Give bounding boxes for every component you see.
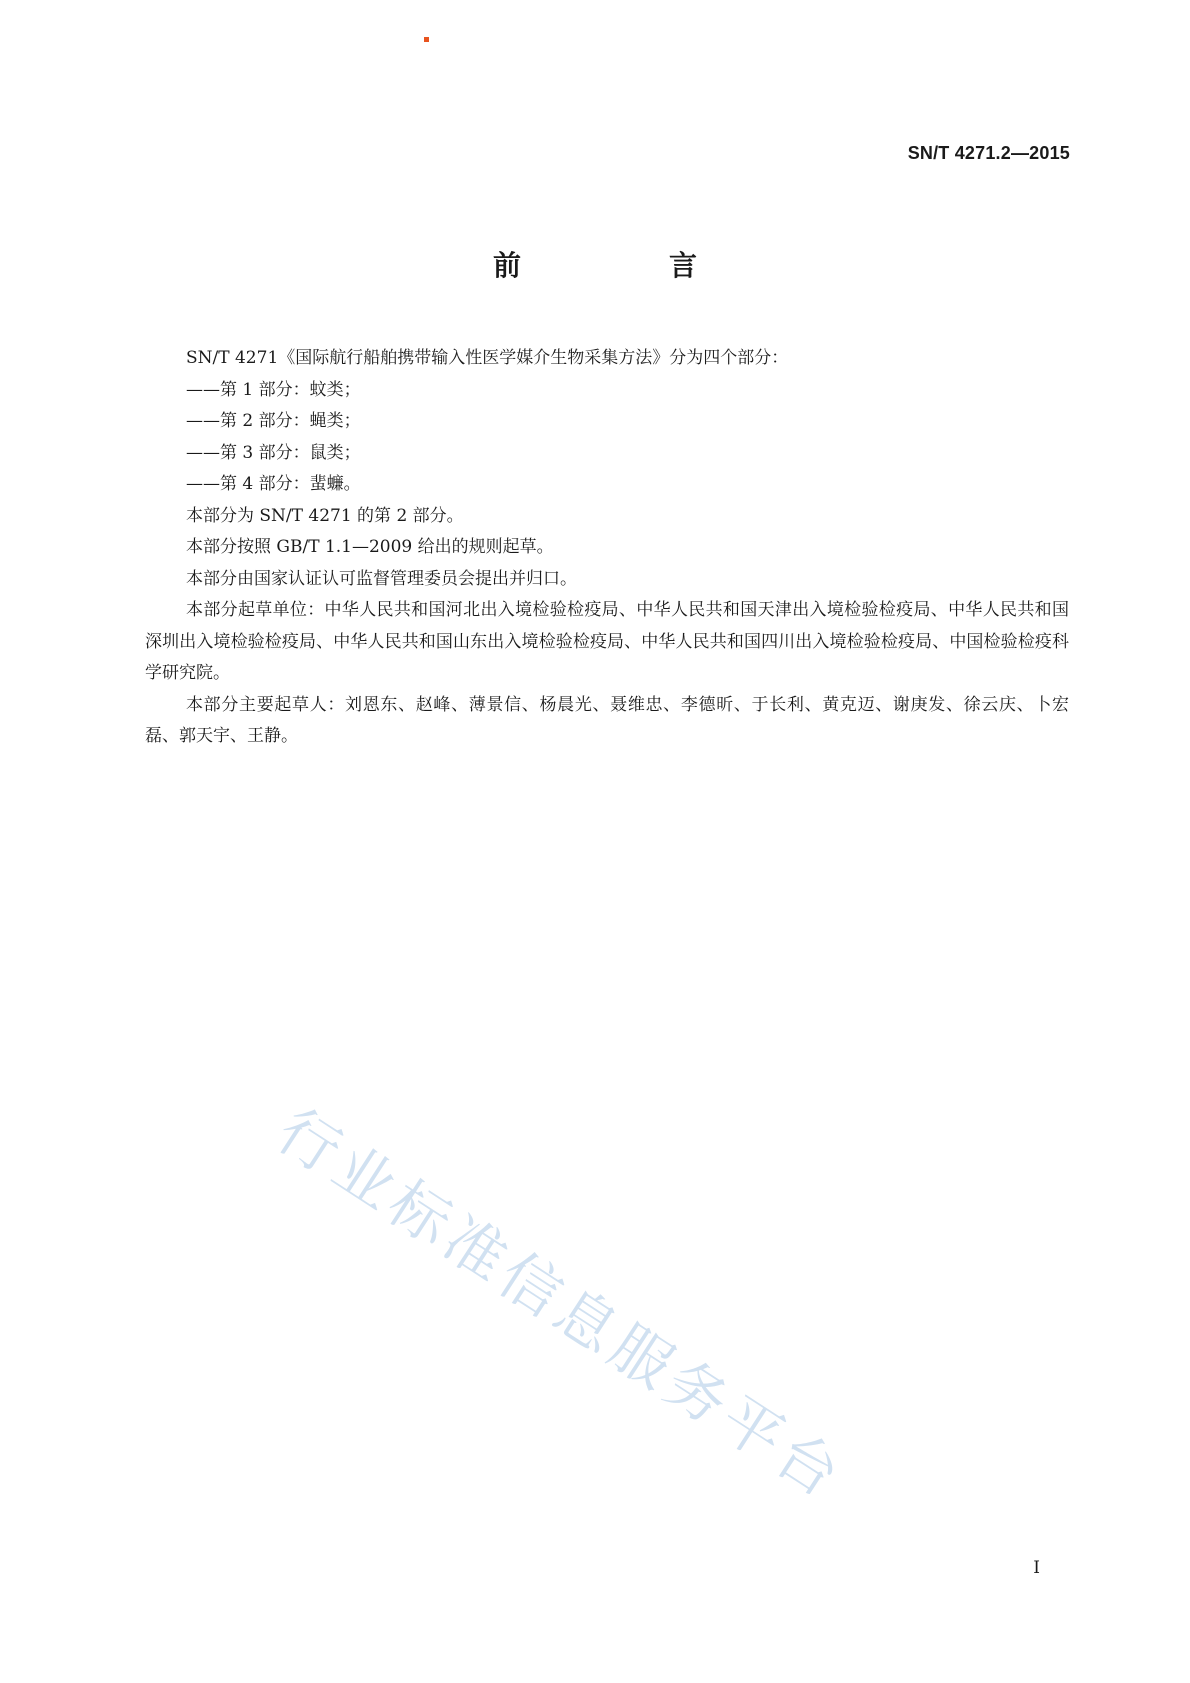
list-item: ——第 1 部分：蚊类； bbox=[186, 379, 361, 400]
drafters-paragraph: 本部分主要起草人：刘恩东、赵峰、薄景信、杨晨光、聂维忠、李德昕、于长利、黄克迈、谢庚发、徐云庆、卜宏磊、郭天宇、王静。 bbox=[145, 694, 1069, 746]
foreword-body bbox=[145, 343, 1069, 753]
orange-mark bbox=[424, 37, 429, 42]
watermark-text: 行业标准信息服务平台 bbox=[264, 1095, 857, 1515]
list-item: ——第 3 部分：鼠类； bbox=[186, 442, 361, 463]
page-number: I bbox=[1033, 1558, 1040, 1578]
this-part-paragraph: 本部分为 SN/T 4271 的第 2 部分。 bbox=[186, 505, 464, 526]
drafting-rules-paragraph: 本部分按照 GB/T 1.1—2009 给出的规则起草。 bbox=[186, 537, 554, 557]
drafting-units-paragraph: 本部分起草单位：中华人民共和国河北出入境检验检疫局、中华人民共和国天津出入境检验检疫局、中华人民共和国深圳出入境检验检疫局、中华人民共和国山东出入境检验检疫局、中华人民共和国四川出入境检验检疫局、中国检验检疫科学研究院。 bbox=[145, 600, 1069, 683]
list-item: ——第 4 部分：蜚蠊。 bbox=[186, 474, 361, 494]
list-item: ——第 2 部分：蝇类； bbox=[186, 411, 361, 431]
parts-list bbox=[145, 375, 1069, 501]
page-title: 前 言 bbox=[492, 249, 757, 282]
standard-code: SN/T 4271.2—2015 bbox=[907, 143, 1070, 163]
intro-paragraph: SN/T 4271《国际航行船舶携带输入性医学媒介生物采集方法》分为四个部分： bbox=[186, 348, 789, 368]
proposer-paragraph: 本部分由国家认证认可监督管理委员会提出并归口。 bbox=[186, 568, 577, 589]
